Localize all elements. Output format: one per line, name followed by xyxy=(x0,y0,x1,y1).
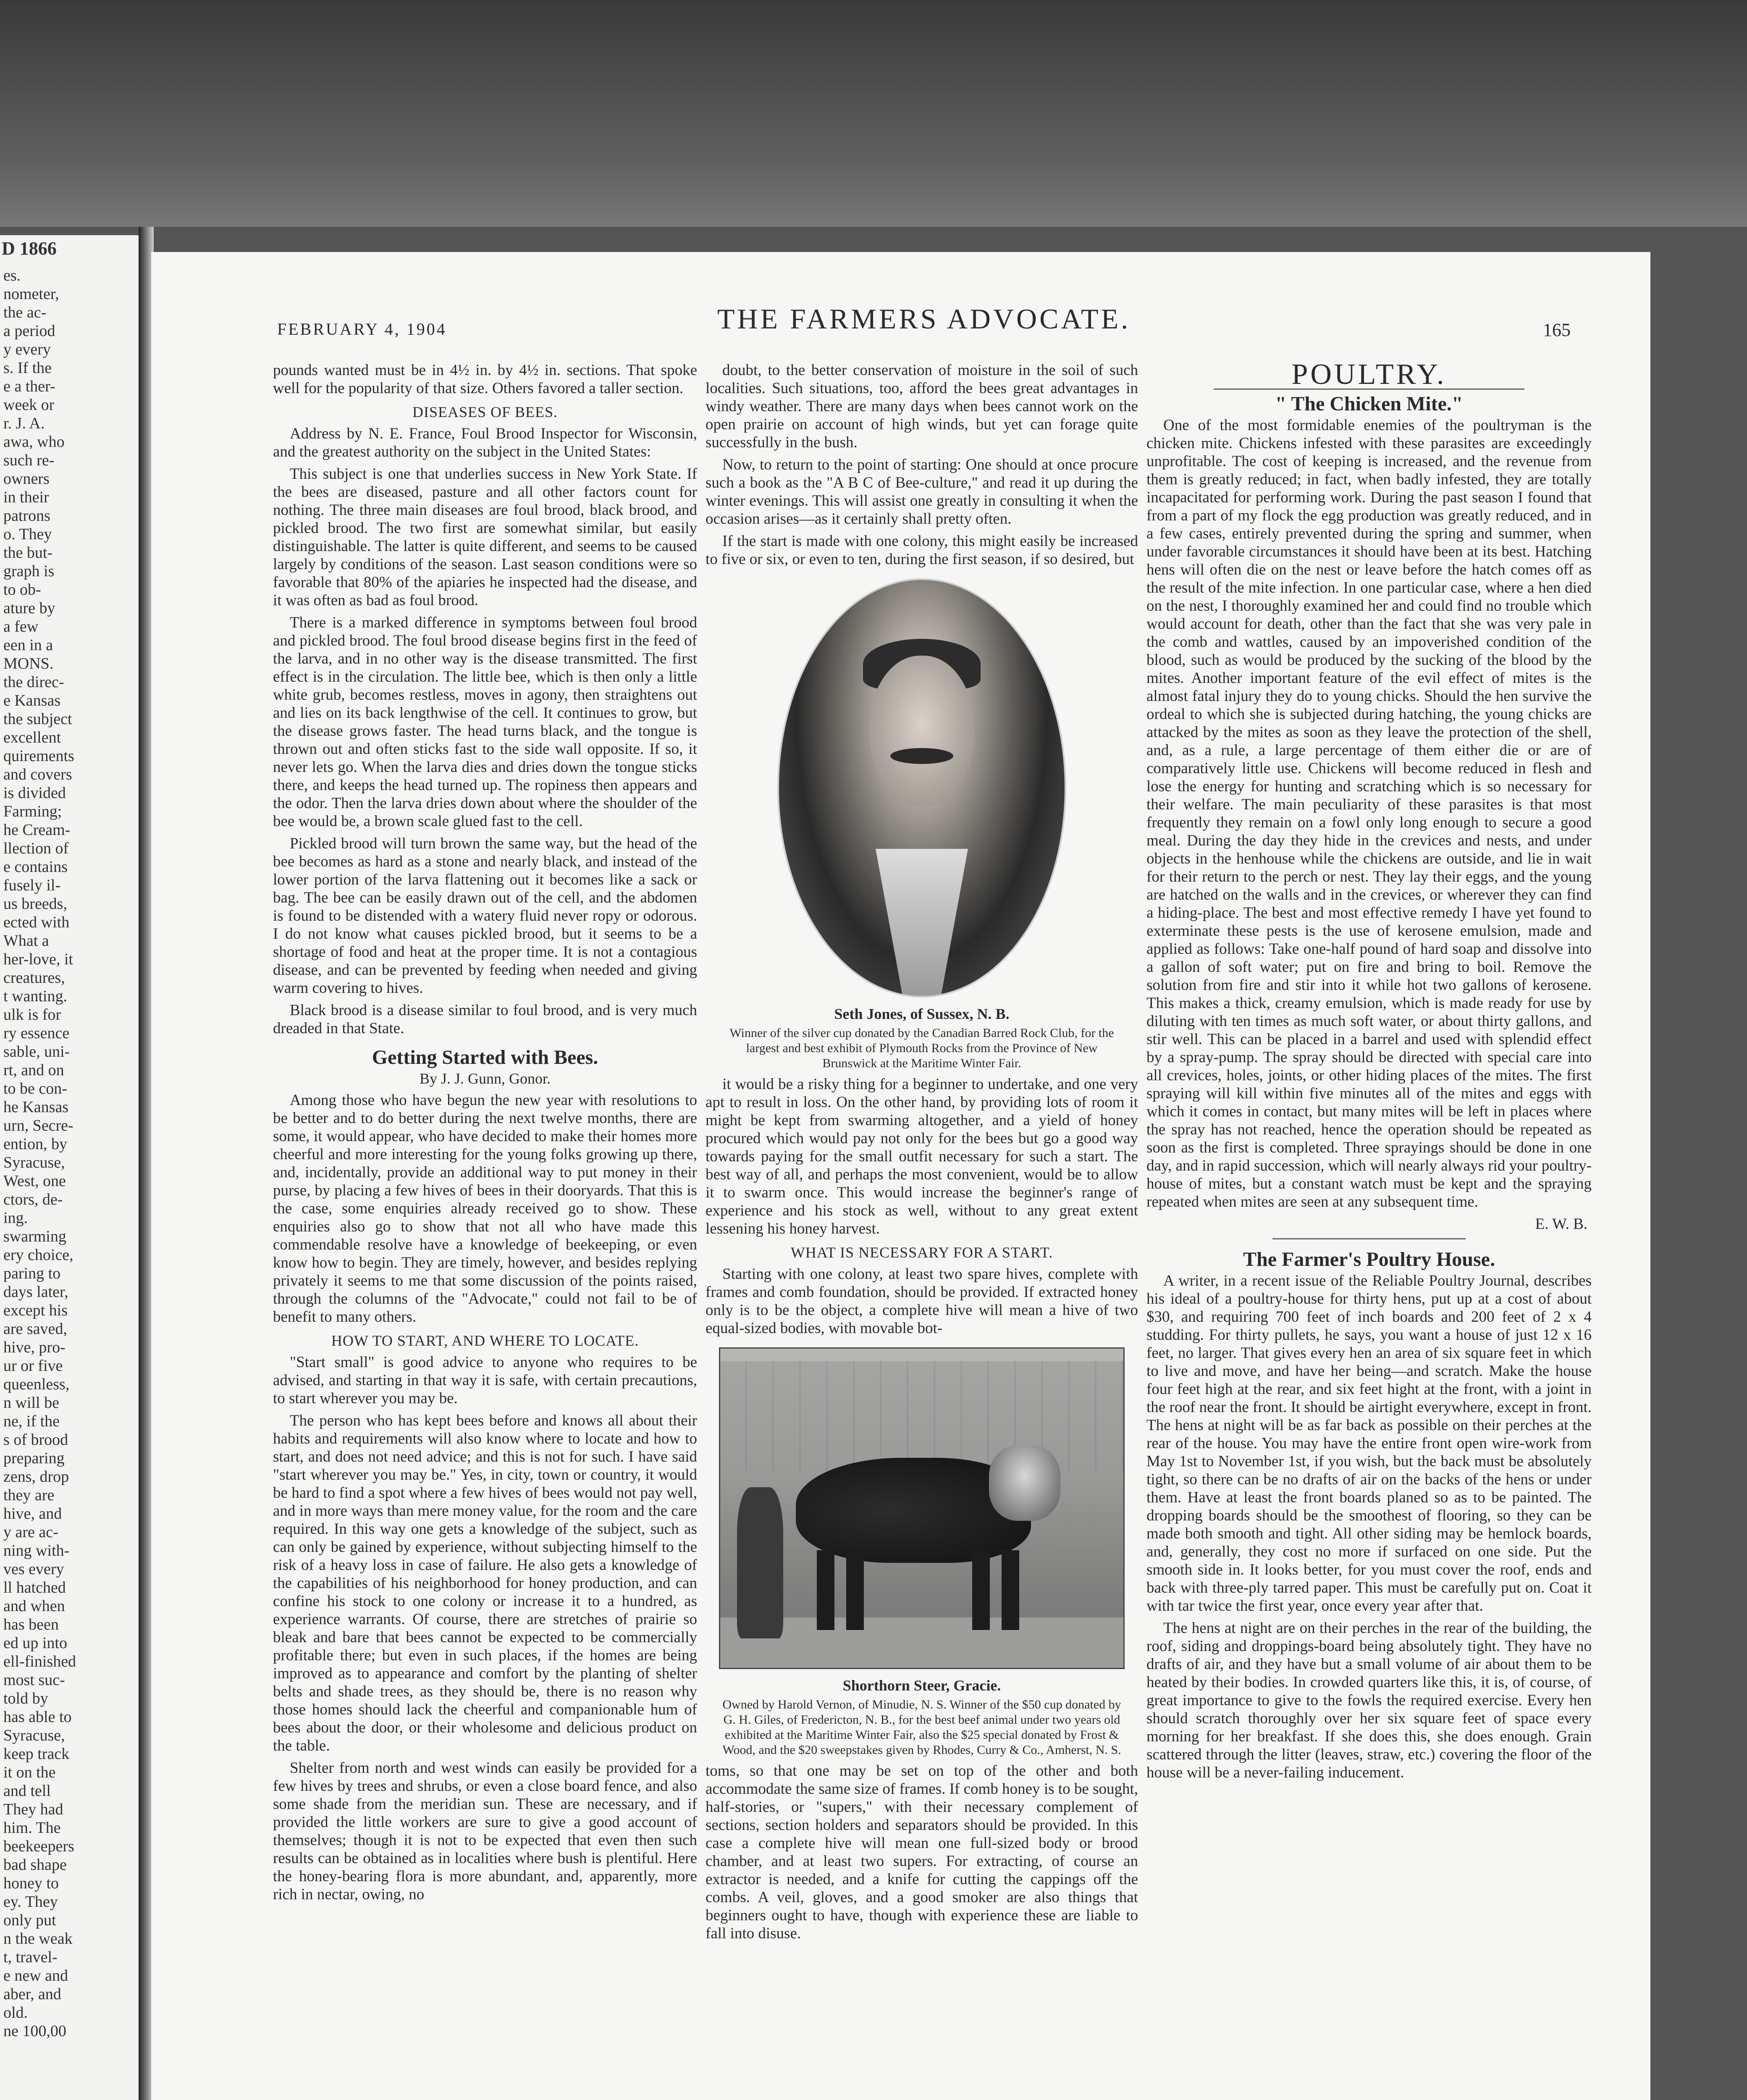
previous-page-line: ne 100,00 xyxy=(3,2022,66,2040)
previous-page-line: ctors, de- xyxy=(3,1191,63,1208)
previous-page-line: excellent xyxy=(3,729,61,746)
previous-page-line: es. xyxy=(3,267,21,284)
previous-page-line: s. If the xyxy=(3,359,52,377)
previous-page-line: MONS. xyxy=(3,655,54,672)
previous-page-line: fusely il- xyxy=(3,877,61,894)
paragraph: "Start small" is good advice to anyone who requires to be advised, and starting in that way it is safe, with certain precautions, to start wherever you may be. xyxy=(273,1354,697,1407)
previous-page-line: ry essence xyxy=(3,1024,70,1042)
previous-page-line: beekeepers xyxy=(3,1838,74,1855)
previous-page-line: except his xyxy=(3,1302,68,1319)
previous-page-line: een in a xyxy=(3,636,53,654)
previous-page-line: such re- xyxy=(3,452,55,469)
previous-page-line: and when xyxy=(3,1597,65,1615)
article-signature: E. W. B. xyxy=(1535,1215,1587,1233)
previous-page-line: a few xyxy=(3,618,39,635)
previous-page-line: a period xyxy=(3,322,55,340)
previous-page-line: urn, Secre- xyxy=(3,1117,73,1134)
previous-page-line: queenless, xyxy=(3,1376,70,1393)
steer-caption-text: Owned by Harold Vernon, of Minudie, N. S. Winner of the $50 cup donated by G. H. Giles, of Fredericton, N. B., for the best beef animal under two years old exhibited at the Maritime Winter Fair, also the $25 special donated by Frost & Wood, and the $20 sweepstakes given by Rhodes, Curry & Co., Amherst, N. S. xyxy=(722,1698,1121,1757)
article-title-chicken-mite: " The Chicken Mite." xyxy=(1275,393,1463,415)
previous-page-line: sable, uni- xyxy=(3,1043,70,1060)
previous-page-line: told by xyxy=(3,1690,48,1707)
previous-page-line: it on the xyxy=(3,1764,56,1781)
column-1 xyxy=(273,361,697,2100)
previous-page-line: o. They xyxy=(3,525,52,543)
previous-page-line: he Cream- xyxy=(3,821,71,839)
previous-page-line: ey. They xyxy=(3,1893,58,1911)
previous-page-line: her-love, it xyxy=(3,950,73,968)
article-title-poultry-house: The Farmer's Poultry House. xyxy=(1243,1248,1495,1270)
previous-page-line: quirements xyxy=(3,747,74,765)
previous-page-line: What a xyxy=(3,932,49,950)
diseases-heading: DISEASES OF BEES. xyxy=(412,404,558,420)
previous-page-line: us breeds, xyxy=(3,895,67,913)
previous-page-line: llection of xyxy=(3,840,69,857)
previous-page-line: to be con- xyxy=(3,1080,67,1097)
previous-page-line: he Kansas xyxy=(3,1098,69,1116)
previous-page-line: ell-finished xyxy=(3,1653,76,1670)
microfilm-border-top xyxy=(0,0,1747,227)
previous-page-line: e Kansas xyxy=(3,692,61,709)
previous-page-line: t wanting. xyxy=(3,987,67,1005)
necessary-heading: WHAT IS NECESSARY FOR A START. xyxy=(790,1244,1053,1261)
diseases-body xyxy=(273,425,697,1037)
previous-page-line: patrons xyxy=(3,507,50,525)
section-title-poultry: POULTRY. xyxy=(1291,358,1447,391)
previous-page-line: ulk is for xyxy=(3,1006,61,1024)
previous-page-line: y every xyxy=(3,341,51,358)
column-3 xyxy=(1146,358,1592,2100)
article-byline: By J. J. Gunn, Gonor. xyxy=(419,1070,551,1087)
previous-page-line: owners xyxy=(3,470,50,488)
previous-page-line: n will be xyxy=(3,1394,59,1412)
previous-page-line: keep track xyxy=(3,1745,70,1763)
previous-page-line: rt, and on xyxy=(3,1061,64,1079)
paragraph: One of the most formidable enemies of the poultryman is the chicken mite. Chickens infested with these parasites are exceedingly unprofitable. The cost of keeping is increased, and the revenue from them is greatly reduced; in fact, when badly infested, they are totally incapacitated for performing work. During the past season I found that from a part of my flock the egg production was greatly reduced, and in a few cases, entirely prevented during the spring and summer, when under favorable circumstances it should have been at its best. Hatching hens will often die on the nest or leave before the hatch comes off as the result of the mite infection. In one particular case, where a hen died on the nest, I thoroughly examined her and could find no trouble which would account for death, other than the fact that she was very pale in the comb and wattles, caused by an impoverished condition of the blood, such as would be produced by the sucking of the blood by the mites. Another important feature of the evil effect of mites is the almost fatal injury they do to young chicks. Should the hen survive the ordeal to which she is subjected during hatching, the young chicks are attacked by the mites as soon as they leave the protection of the shell, and, as a rule, a large percentage of them either die or are of comparatively little use. Chickens will become reduced in flesh and lose the energy for hunting and scratching which is so necessary for their welfare. The main peculiarity of these parasites is that most frequently they remain on a fowl only long enough to secure a good meal. During the day they hide in the crevices and nests, and under objects in the henhouse while the chickens are outside, and lie in wait for their return to the perch or nest. They lay their eggs, and the young are hatched on the walls and in the crevices, or wherever they can find a hiding-place. The best and most effective remedy I have yet found to exterminate these pests is the use of kerosene emulsion, made and applied as follows: Take one-half pound of hard soap and dissolve into a gallon of soft water; put on fire and bring to boil. Remove the solution from fire and stir into it while hot two gallons of kerosene. This makes a thick, creamy emulsion, which is made ready for use by diluting with ten times as much soft water, or about thirty gallons, and stir well. This can be placed in a barrel and used with splendid effect by a spray-pump. The spray should be directed with special care into all crevices, holes, joints, or other hiding places of the mites. The first spraying will kill within five minutes all of the mites and eggs with which it comes in contact, but many mites will be left in places where the spray has not reached, hence the operation should be repeated as soon as the first is completed. Three sprayings should be done in one day, and in rapid succession, which will nearly always rid your poultry-house of mites, but a constant watch must be kept and the spraying repeated when mites are seen at any subsequent time. xyxy=(1146,417,1592,1210)
paragraph: If the start is made with one colony, this might easily be increased to five or six, or even to ten, during the first season, if so desired, but xyxy=(706,533,1138,568)
previous-page-line: t, travel- xyxy=(3,1948,58,1966)
previous-page-line: honey to xyxy=(3,1874,59,1892)
previous-page-line: the ac- xyxy=(3,304,47,321)
previous-page-line: paring to xyxy=(3,1265,61,1282)
previous-page-line: graph is xyxy=(3,562,55,580)
previous-page-line: are saved, xyxy=(3,1320,67,1338)
previous-page-line: aber, and xyxy=(3,1985,61,2003)
previous-page-line: and covers xyxy=(3,766,72,783)
article-rule xyxy=(1272,1238,1466,1239)
previous-page-line: s of brood xyxy=(3,1431,68,1449)
paragraph: A writer, in a recent issue of the Reliable Poultry Journal, describes his ideal of a poultry-house for thirty hens, put up at a cost of about $30, and requiring 700 feet of inch boards and 200 feet of 2 x 4 studding. For thirty pullets, he says, you want a house of just 12 x 16 feet, no larger. That gives every hen an area of six square feet in which to live and move, and have her being—and scratch. Make the house four feet high at the rear, and six feet hight at the front, with a joint in the roof near the front. It should be airtight everywhere, except in front. The hens at night will be as far back as possible on their perches at the rear of the house. You may have the entire front open wire-work from May 1st to November 1st, if you wish, but the back must be absolutely tight, so there can be no drafts of air on the backs of the hens or under them. Have at least the front boards planed so as to be painted. The dropping boards should be the smoothest of flooring, so they can be made both smooth and tight. All other siding may be hemlock boards, and, generally, they cost no more if surfaced on one side. Put the smooth side in. It looks better, for you must cover the roof, ends and back with three-ply tarred paper. This must be carefully put on. Coat it with tar twice the first year, once every year after that. xyxy=(1146,1272,1592,1614)
newspaper-page xyxy=(151,252,1650,2100)
previous-page-line: e new and xyxy=(3,1967,68,1984)
previous-page-line: nometer, xyxy=(3,285,59,303)
previous-page-fragment xyxy=(0,235,139,2100)
previous-page-line: r. J. A. xyxy=(3,415,45,432)
previous-page-line: Syracuse, xyxy=(3,1154,65,1171)
previous-page-line: West, one xyxy=(3,1172,66,1190)
portrait-caption-title: Seth Jones, of Sussex, N. B. xyxy=(834,1005,1010,1022)
previous-page-line: in their xyxy=(3,488,49,506)
paragraph: Pickled brood will turn brown the same way, but the head of the bee becomes as hard as a stone and nearly black, and instead of the lower portion of the larva flattening out it becomes like a sack or bag. The bee can be easily drawn out of the cell, and the abdomen is found to be distended with a watery fluid never ropy or odorous. I do not know what causes pickled brood, but it seems to be a shortage of food and heat at the proper time. It is not a contagious disease, and can be prevented by feeding when needed and giving warm covering to hives. xyxy=(273,835,697,997)
previous-page-line: ing. xyxy=(3,1209,28,1227)
steer-figure xyxy=(706,1347,1138,1758)
previous-page-line: ected with xyxy=(3,914,70,931)
previous-page-line: ur or five xyxy=(3,1357,63,1375)
header-title: THE FARMERS ADVOCATE. xyxy=(717,303,1131,335)
portrait-caption-text: Winner of the silver cup donated by the Canadian Barred Rock Club, for the largest and best exhibit of Plymouth Rocks from the Province of New Brunswick at the Maritime Winter Fair. xyxy=(729,1026,1114,1070)
previous-page-line: awa, who xyxy=(3,433,65,451)
previous-page-line: e contains xyxy=(3,858,68,876)
previous-page-line: Syracuse, xyxy=(3,1727,65,1744)
page-header xyxy=(277,302,1571,349)
header-page-number: 165 xyxy=(1543,320,1571,340)
previous-page-line: e a ther- xyxy=(3,378,55,395)
steer-caption-title: Shorthorn Steer, Gracie. xyxy=(842,1677,1001,1694)
previous-page-line: the but- xyxy=(3,544,53,562)
previous-page-line: swarming xyxy=(3,1228,66,1245)
paragraph: Now, to return to the point of starting: One should at once procure such a book as the "A B C of Bee-culture," and read it up during the winter evenings. This will assist one greatly in consulting it when the occasion arises—as it certainly shall pretty often. xyxy=(706,456,1138,528)
previous-page-line: y are ac- xyxy=(3,1523,58,1541)
how-to-start-heading: HOW TO START, AND WHERE TO LOCATE. xyxy=(331,1332,639,1349)
paragraph: This subject is one that underlies success in New York State. If the bees are diseased, pasture and all other factors count for nothing. The three main diseases are foul brood, black brood, and pickled brood. The two first are somewhat similar, but easily distinguishable. The latter is quite different, and seems to be caused largely by conditions of the season. Last season conditions were so favorable that 80% of the apiaries he inspected had the disease, and it was often as bad as foul brood. xyxy=(273,465,697,609)
previous-page-line: week or xyxy=(3,396,55,414)
paragraph: The hens at night are on their perches in the rear of the building, the roof, siding and droppings-board being absolutely tight. They have no drafts of air, and they have but a small volume of air about them to be heated by their bodies. In crowded quarters like this, it is, of course, of great importance to give to the fowls the required exercise. Every hen should scratch thoroughly over her six square feet of space every morning for her breakfast. If she does this, she does enough. Grain scattered through the litter (leaves, straw, etc.) covering the floor of the house will be a never-failing inducement. xyxy=(1146,1620,1592,1781)
previous-page-line: ning with- xyxy=(3,1542,70,1559)
paragraph: The person who has kept bees before and knows all about their habits and requirements will also know where to locate and how to start, and does not need advice; and this is not for such. I have said "start wherever you may be." Yes, in city, town or country, it would be hard to find a spot where a few hives of bees would not pay well, and in more ways than mere money value, for the room and the care required. In this way one gets a knowledge of the subject, such as can only be gained by experience, without subjecting himself to the risk of a heavy loss in case of failure. He also gets a knowledge of the capabilities of his neighborhood for honey production, and can confine his stock to one colony or increase it to a hundred, as experience warrants. Of course, there are stretches of prairie so bleak and bare that bees cannot be expected to be commercially profitable there; but even in such places, if the homes are being improved as to appearance and comfort by the planting of shelter belts and shade trees, as they should be, there is no reason why those homes should lack the cheerful and companionable hum of bees about the door, or their wholesome and delicious product on the table. xyxy=(273,1412,697,1754)
previous-page-line: preparing xyxy=(3,1449,65,1467)
previous-page-line: the direc- xyxy=(3,673,64,691)
previous-page-line: ention, by xyxy=(3,1135,67,1153)
previous-page-line: ature by xyxy=(3,599,55,617)
previous-page-line: is divided xyxy=(3,784,66,802)
previous-page-line: ll hatched xyxy=(3,1579,66,1596)
previous-page-line: most suc- xyxy=(3,1671,65,1689)
steer-photo xyxy=(719,1347,1125,1669)
previous-page-line: ne, if the xyxy=(3,1412,60,1430)
paragraph: Starting with one colony, at least two spare hives, complete with frames and comb foundation, should be provided. If extracted honey only is to be the object, a complete hive will mean a hive of two equal-sized bodies, with movable bot- xyxy=(706,1265,1138,1337)
previous-page-heading: D 1866 xyxy=(2,238,57,259)
paragraph: Among those who have begun the new year with resolutions to be better and to do better during the next twelve months, there are some, it would appear, who have decided to make their homes more cheerful and more interesting for the young folks growing up there, and, incidentally, provide an additional way to put money in their purse, by placing a few hives of bees in their dooryards. That this is the case, some enquiries already received go to show. These enquiries also go to show that not all who have made this commendable resolve have a knowledge of beekeeping, or even know how to begin. They are timely, however, and besides replying privately it seems to me that some discussion of the points raised, through the columns of the "Advocate," could not fail to be of benefit to many others. xyxy=(273,1092,697,1326)
previous-page-line: bad shape xyxy=(3,1856,67,1874)
previous-page-line: ves every xyxy=(3,1560,64,1578)
paragraph: Black brood is a disease similar to foul brood, and is very much dreaded in that State. xyxy=(273,1002,697,1037)
paragraph: it would be a risky thing for a beginner to undertake, and one very apt to result in loss. On the other hand, by providing lots of room it might be kept from swarming altogether, and a yield of honey procured which would pay not only for the bees but go a good way towards paying for the small outfit necessary for such a start. The best way of all, and perhaps the most convenient, would be to allow it to swarm once. This would increase the beginner's range of experience and his stock as well, without to any great extent lessening his honey harvest. xyxy=(706,1076,1138,1237)
paragraph: Address by N. E. France, Foul Brood Inspector for Wisconsin, and the greatest authority on the subject in the United States: xyxy=(273,425,697,460)
paragraph: Shelter from north and west winds can easily be provided for a few hives by trees and shrubs, or even a close board fence, and also some shade from the meridian sun. These are necessary, and if provided the little workers are sure to give a good account of themselves; though it is not to be expected that even then such results can be obtained as in localities where bush is plentiful. Here the honey-bearing flora is more abundant, and, apparently, more rich in nectar, owing, no xyxy=(273,1759,697,1903)
article-title-bees: Getting Started with Bees. xyxy=(372,1046,598,1068)
intro-paragraph: pounds wanted must be in 4½ in. by 4½ in. sections. That spoke well for the popularity of that size. Others favored a taller section. xyxy=(273,362,697,397)
previous-page-line: only put xyxy=(3,1911,56,1929)
portrait-figure xyxy=(706,578,1138,1071)
previous-page-line: has been xyxy=(3,1616,59,1633)
column-2 xyxy=(706,361,1138,2100)
previous-page-line: has able to xyxy=(3,1708,72,1726)
previous-page-line: hive, pro- xyxy=(3,1339,66,1356)
previous-page-line: hive, and xyxy=(3,1505,62,1522)
previous-page-line: days later, xyxy=(3,1283,68,1301)
previous-page-line: n the weak xyxy=(3,1930,73,1948)
previous-page-line: They had xyxy=(3,1801,63,1818)
paragraph: There is a marked difference in symptoms between foul brood and pickled brood. The foul brood disease begins first in the feed of the larva, and in no other way is the disease transmitted. The first effect is in the circulation. The little bee, which is then only a little white grub, becomes restless, moves in agony, then straightens out and lies on its back lengthwise of the cell. It continues to grow, but the disease grows faster. The head turns black, and the tongue is thrown out and often sticks fast to the side wall opposite. If so, it never lets go. When the larva dies and dries down the tongue sticks there, and keeps the head turned up. The ropiness then appears and the odor. Then the larva dries down about where the shoulder of the bee would be, a brown scale glued fast to the cell. xyxy=(273,614,697,830)
portrait-photo xyxy=(777,578,1066,998)
previous-page-line: creatures, xyxy=(3,969,65,987)
previous-page-line: they are xyxy=(3,1486,55,1504)
previous-page-lines xyxy=(0,266,139,2040)
previous-page-line: ery choice, xyxy=(3,1246,73,1264)
previous-page-line: Farming; xyxy=(3,803,62,820)
paragraph: doubt, to the better conservation of moisture in the soil of such localities. Such situations, too, afford the bees great advantages in windy weather. There are many days when bees cannot work on the open prairie on account of high winds, but yet can forage quite successfully in the bush. xyxy=(706,362,1138,451)
previous-page-line: ed up into xyxy=(3,1634,67,1652)
previous-page-line: to ob- xyxy=(3,581,41,598)
header-date: FEBRUARY 4, 1904 xyxy=(277,320,447,339)
previous-page-line: old. xyxy=(3,2004,28,2021)
previous-page-line: zens, drop xyxy=(3,1468,69,1486)
paragraph: toms, so that one may be set on top of the other and both accommodate the same size of frames. If comb honey is to be sought, half-stories, or "supers," with their necessary complement of sections, section holders and separators should be provided. In this case a complete hive will mean one full-sized body or brood chamber, and at least two supers. For extracting, of course an extractor is needed, and a knife for cutting the cappings off the combs. A veil, gloves, and a good smoker are also things that beginners ought to have, though with experience these are liable to fall into disuse. xyxy=(706,1762,1138,1942)
previous-page-line: him. The xyxy=(3,1819,61,1837)
previous-page-line: and tell xyxy=(3,1782,51,1800)
previous-page-line: the subject xyxy=(3,710,72,728)
